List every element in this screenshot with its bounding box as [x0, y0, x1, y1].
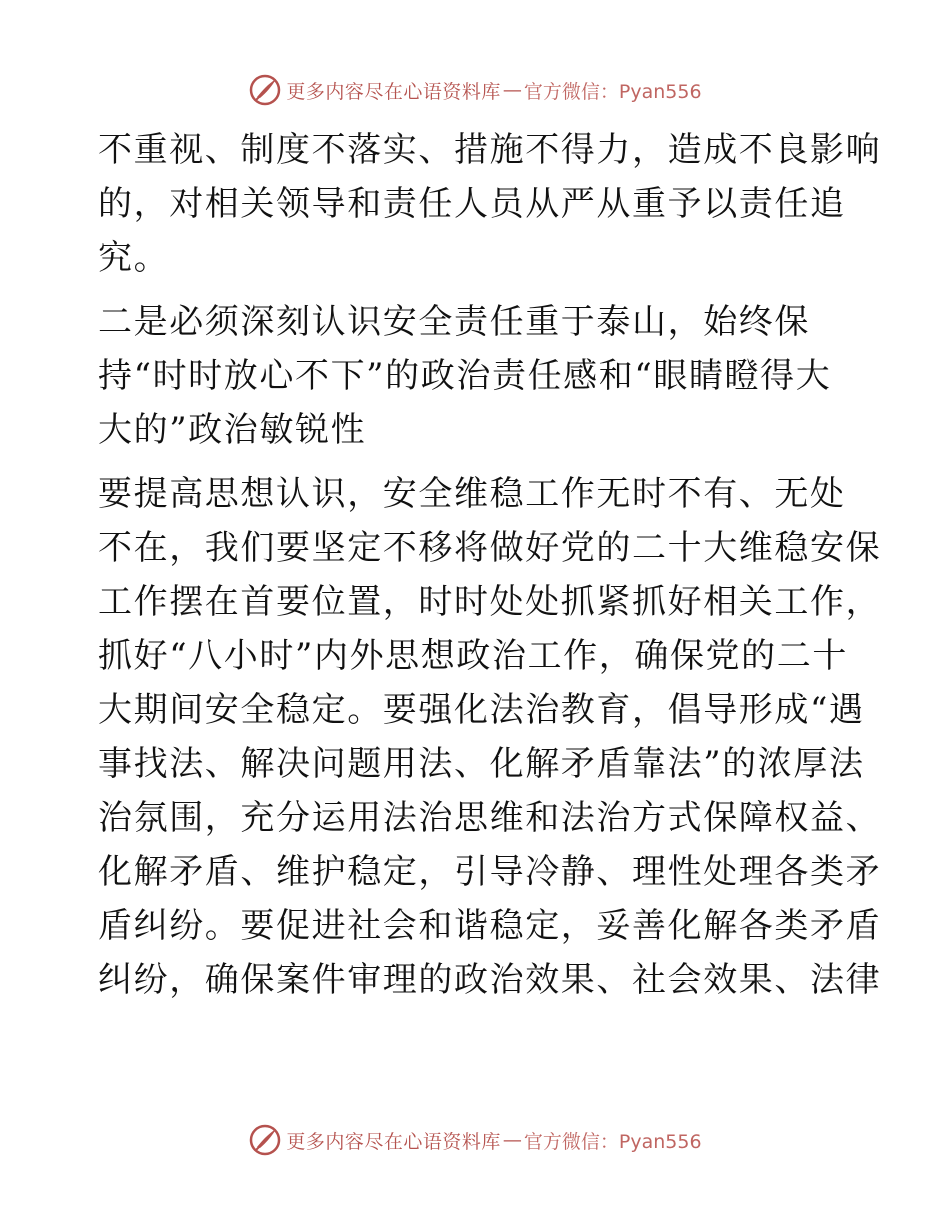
text-line: 大的”政治敏锐性 — [98, 410, 367, 450]
wechat-contact-text: 官方微信：Pyan556 — [523, 1130, 702, 1153]
site-name-text: 更多内容尽在心语资料库 — [286, 1130, 501, 1153]
banner-separator: — — [502, 1129, 522, 1151]
quill-logo-icon — [248, 73, 282, 107]
document-body — [98, 123, 882, 1007]
text-line: 盾纠纷。要促进社会和谐稳定，妥善化解各类矛盾 — [98, 906, 882, 946]
quill-logo-icon — [248, 1123, 282, 1157]
text-line: 不重视、制度不落实、措施不得力，造成不良影响 — [98, 130, 882, 170]
banner-separator: — — [502, 79, 522, 101]
site-name-text: 更多内容尽在心语资料库 — [286, 80, 501, 103]
text-line: 不在，我们要坚定不移将做好党的二十大维稳安保 — [98, 528, 882, 568]
footer-banner — [0, 1120, 950, 1160]
text-line: 工作摆在首要位置，时时处处抓紧抓好相关工作， — [98, 582, 882, 622]
text-line: 抓好“八小时”内外思想政治工作，确保党的二十 — [98, 636, 848, 676]
text-line: 事找法、解决问题用法、化解矛盾靠法”的浓厚法 — [98, 744, 865, 784]
text-line: 纠纷，确保案件审理的政治效果、社会效果、法律 — [98, 960, 882, 1000]
text-line: 大期间安全稳定。要强化法治教育，倡导形成“遇 — [98, 690, 865, 730]
paragraph-3 — [98, 467, 882, 1007]
wechat-contact-text: 官方微信：Pyan556 — [523, 80, 702, 103]
text-line: 持“时时放心不下”的政治责任感和“眼睛瞪得大 — [98, 356, 832, 396]
text-line: 二是必须深刻认识安全责任重于泰山，始终保 — [98, 302, 810, 342]
header-banner — [0, 70, 950, 110]
paragraph-1 — [98, 123, 882, 285]
text-line: 治氛围，充分运用法治思维和法治方式保障权益、 — [98, 798, 882, 838]
text-line: 化解矛盾、维护稳定，引导冷静、理性处理各类矛 — [98, 852, 882, 892]
text-line: 要提高思想认识，安全维稳工作无时不有、无处 — [98, 474, 846, 514]
text-line: 的，对相关领导和责任人员从严从重予以责任追 — [98, 184, 846, 224]
text-line: 究。 — [98, 238, 170, 278]
paragraph-heading-2 — [98, 295, 858, 457]
